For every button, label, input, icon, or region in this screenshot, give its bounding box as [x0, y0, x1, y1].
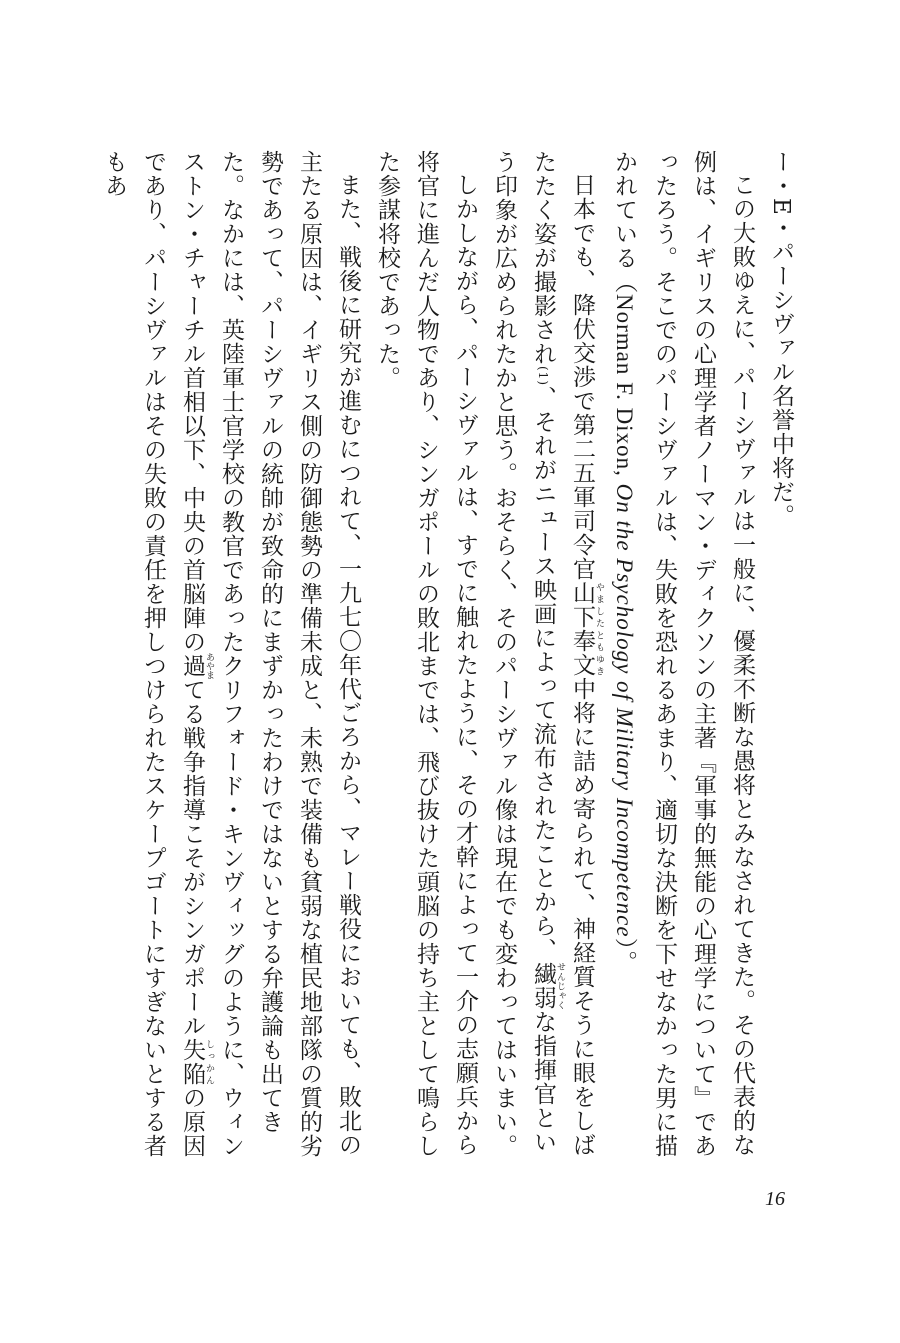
vertical-text-body [100, 150, 800, 1160]
ruby-yamashita: 山下奉文 やましたともゆき [569, 581, 604, 677]
paragraph-percival-reputation: この大敗ゆえに、パーシヴァルは一般に、優柔不断な愚将とみなされてきた。その代表的な例は、イギリスの心理学者ノーマン・ディクソンの主著『軍事的無能の心理学について』であったろう。そこでのパーシヴァルは、失敗を恐れるあまり、適切な決断を下せなかった男に描かれている（Norman F. Dixon, On the Psychology of Military Incompetence）。 [611, 150, 755, 1158]
citation-author: Norman F. Dixon, [612, 294, 637, 484]
paragraph-continuation: ー・E・パーシヴァル名誉中将だ。 [768, 150, 794, 528]
paragraph-however: しかしながら、パーシヴァルは、すでに触れたように、その才幹によって一介の志願兵から将官に進んだ人物であり、シンガポールの敗北までは、飛び抜けた頭脳の持ち主として鳴らした参謀将校であった。 [374, 150, 478, 1158]
paragraph-japan-image: 日本でも、降伏交渉で第二五軍司令官山下奉文 やましたともゆき中将に詰め寄られて、神経質そうに眼をしばたたく姿が撮影され(1)、それがニュース映画によって流布されたことから、繊弱 せんじゃくな指揮官という印象が広められたかと思う。おそらく、そのパーシヴァル像は現在でも変わってはいまい。 [491, 150, 604, 1158]
ruby-senjaku: 繊弱 せんじゃく [530, 962, 565, 1010]
ruby-ayama: 過 あやま [179, 652, 214, 680]
citation-title: On the Psychology of Military Incompetence [612, 483, 637, 938]
footnote-ref[interactable]: (1) [536, 366, 550, 386]
ruby-shikkan: 失陥 しっかん [179, 1038, 214, 1086]
paragraph-postwar-research: また、戦後に研究が進むにつれて、一九七〇年代ごろから、マレー戦役においても、敗北の主たる原因は、イギリス側の防御態勢の準備未成と、未熟で装備も貧弱な植民地部隊の質的劣勢であって、パーシヴァルの統帥が致命的にまずかったわけではないとする弁護論も出てきた。なかには、英陸軍士官学校の教官であったクリフォード・キンヴィッグのように、ウィンストン・チャーチル首相以下、中央の首脳陣の過 あやまてる戦争指導こそがシンガポール失陥 しっかんの原因であり、パーシヴァルはその失敗の責任を押しつけられたスケープゴートにすぎないとする者もあ [101, 150, 361, 1158]
page-number: 16 [765, 1188, 785, 1210]
